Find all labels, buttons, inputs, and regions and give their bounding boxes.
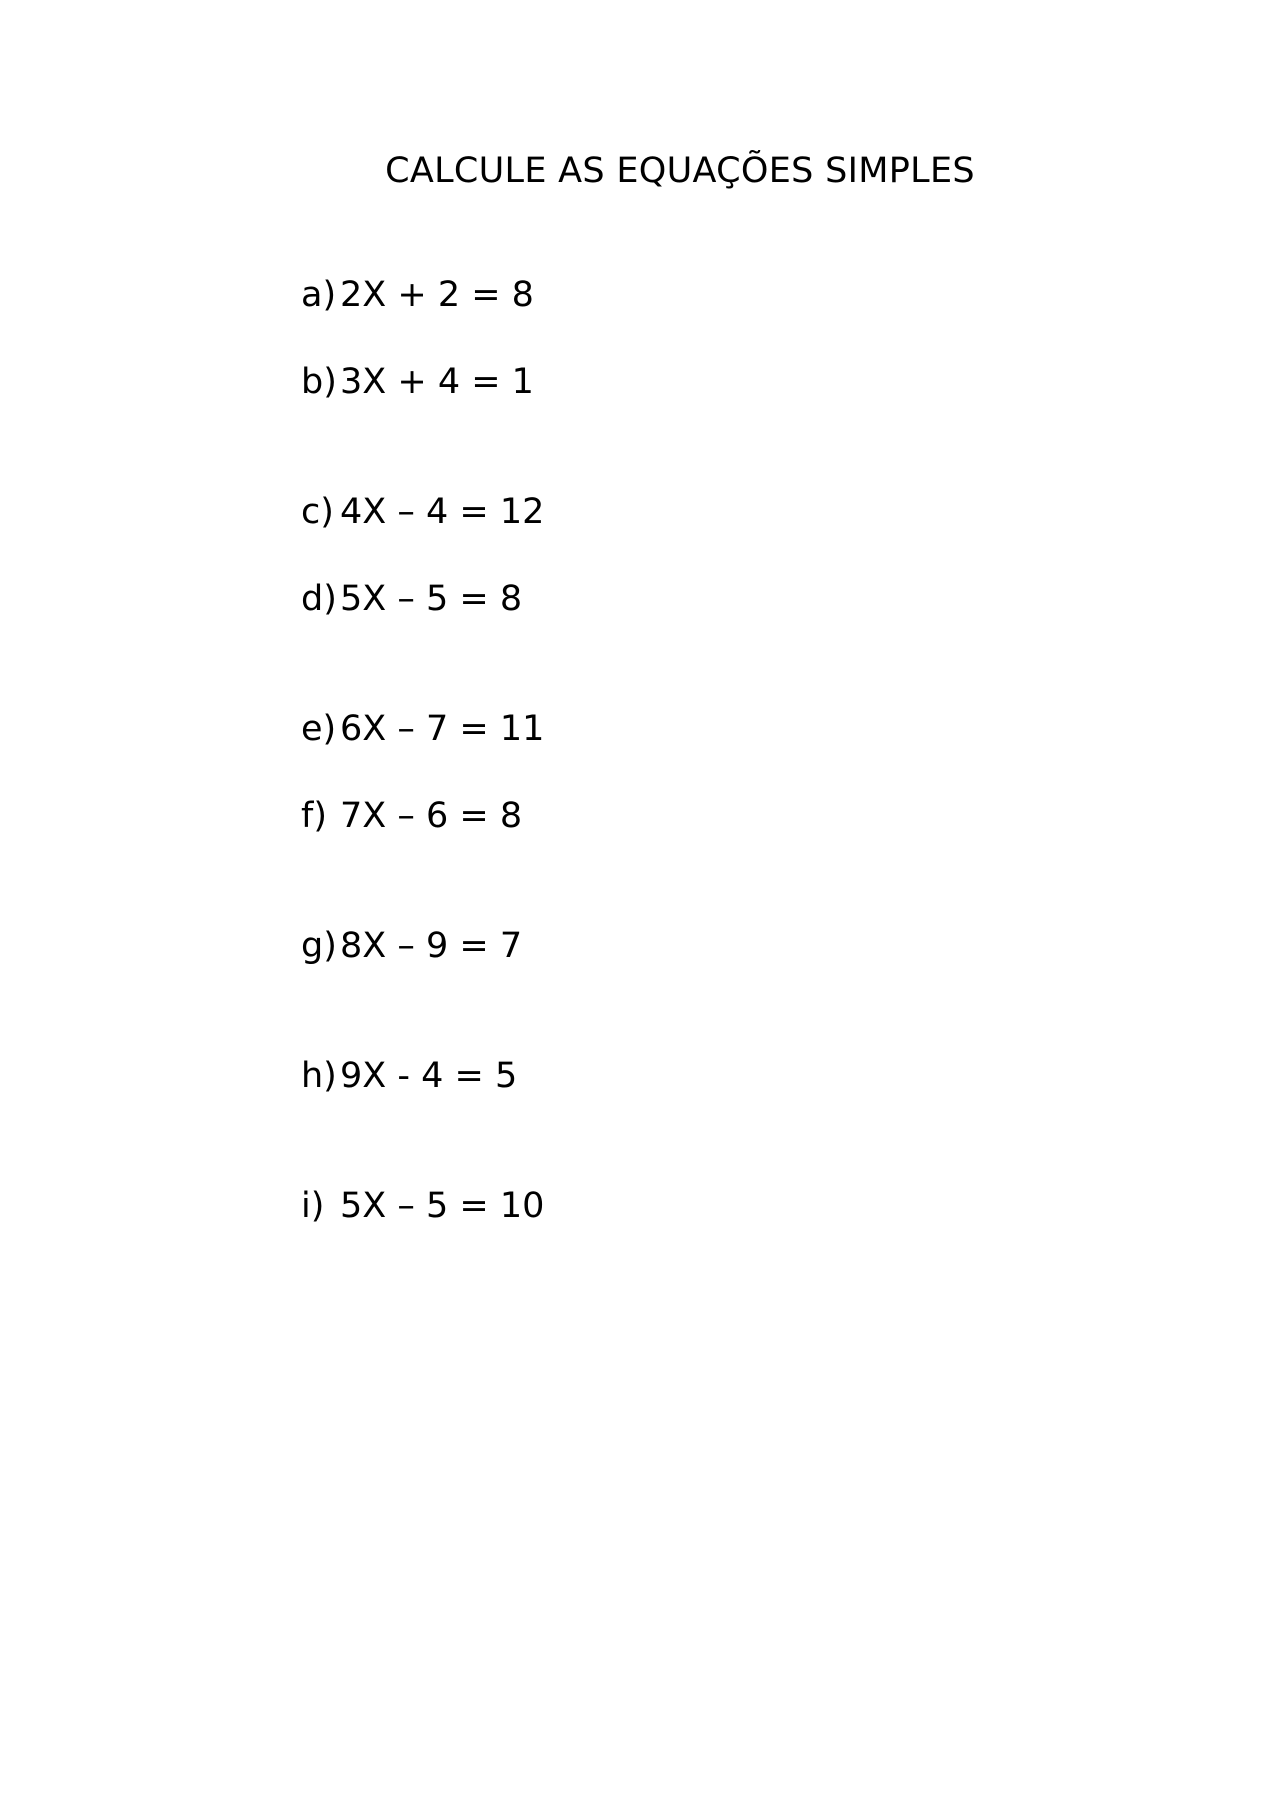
exercise-label: d) [301,579,337,619]
exercise-item-c [301,491,544,533]
exercise-item-b [301,361,534,403]
exercise-label: e) [301,709,337,749]
exercise-equation: 5X – 5 = 8 [340,579,523,619]
exercise-label: i) [301,1186,325,1226]
exercise-label: h) [301,1056,337,1096]
exercise-item-i [301,1185,544,1227]
exercise-equation: 7X – 6 = 8 [340,796,523,836]
page-title: CALCULE AS EQUAÇÕES SIMPLES [385,151,975,191]
exercise-label: a) [301,275,337,315]
exercise-item-g [301,925,522,967]
exercise-equation: 8X – 9 = 7 [340,926,523,966]
exercise-item-e [301,708,544,750]
exercise-label: g) [301,926,337,966]
exercise-label: f) [301,796,327,836]
exercise-item-a [301,274,534,316]
exercise-equation: 3X + 4 = 1 [340,362,534,402]
exercise-label: b) [301,362,337,402]
exercise-equation: 5X – 5 = 10 [340,1186,545,1226]
exercise-item-f [301,795,522,837]
exercise-item-d [301,578,522,620]
exercise-equation: 9X - 4 = 5 [340,1056,518,1096]
exercise-item-h [301,1055,517,1097]
exercise-label: c) [301,492,334,532]
exercise-equation: 6X – 7 = 11 [340,709,545,749]
exercise-equation: 4X – 4 = 12 [340,492,545,532]
exercise-equation: 2X + 2 = 8 [340,275,534,315]
